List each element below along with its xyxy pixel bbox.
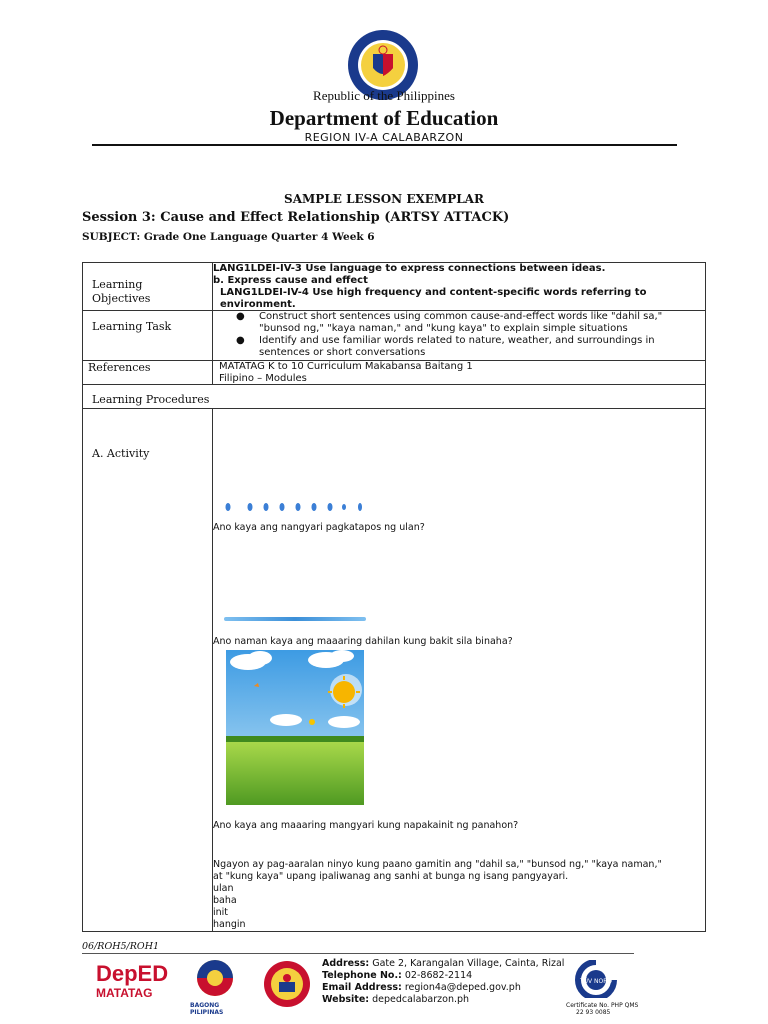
phone-line: Telephone No.: 02-8682-2114	[322, 970, 473, 981]
bullet-icon: ●	[236, 311, 245, 322]
question-1: Ano kaya ang nangyari pagkatapos ng ulan?	[213, 522, 425, 533]
website-line: Website: depedcalabarzon.ph	[322, 994, 470, 1005]
word-item: ulan	[213, 883, 234, 894]
task-line: "bunsod ng," "kaya naman," and "kung kaya" to explain simple situations	[259, 323, 628, 334]
table-column-divider	[212, 408, 213, 932]
instruction-line: Ngayon ay pag-aaralan ninyo kung paano gamitin ang "dahil sa," "bunsod ng," "kaya naman,"	[213, 859, 662, 870]
objective-line: b. Express cause and effect	[213, 275, 368, 286]
footer-divider	[82, 953, 634, 954]
word-item: init	[213, 907, 229, 918]
objective-line: environment.	[220, 299, 296, 310]
document-title: SAMPLE LESSON EXEMPLAR	[284, 192, 484, 206]
deped-logo-text: DepED	[96, 961, 169, 986]
document-code: 06/ROH5/ROH1	[82, 941, 160, 952]
reference-line: MATATAG K to 10 Curriculum Makabansa Baitang 1	[219, 361, 473, 372]
bagong-pilipinas-icon	[190, 958, 240, 998]
tuv-iso-icon	[566, 960, 626, 998]
objectives-label: Learning Objectives	[92, 278, 151, 305]
certificate-text: Certificate No. PHP QMS	[566, 1002, 639, 1009]
certificate-number: 22 93 0085	[576, 1009, 611, 1016]
objective-line: LANG1LDEI-IV-3 Use language to express connections between ideas.	[213, 263, 606, 274]
word-item: baha	[213, 895, 237, 906]
bagong-pilipinas-text: BAGONG PILIPINAS	[190, 1002, 224, 1016]
references-label: References	[88, 361, 151, 374]
email-line: Email Address: region4a@deped.gov.ph	[322, 982, 521, 993]
deped-matatag-logo	[96, 962, 176, 1000]
bagong-pilipinas-logo	[190, 958, 252, 1016]
rain-drops-image	[220, 500, 370, 514]
table-row-divider	[82, 384, 706, 385]
bullet-icon: ●	[236, 335, 245, 346]
iso-certification-badge	[566, 960, 656, 1016]
sunny-landscape-image	[226, 650, 364, 805]
flood-image	[224, 617, 366, 621]
task-line: Construct short sentences using common cause-and-effect words like "dahil sa,"	[259, 311, 663, 322]
procedures-label: Learning Procedures	[92, 393, 210, 406]
department-name: Department of Education	[269, 106, 499, 130]
activity-label: A. Activity	[92, 447, 150, 460]
instruction-line: at "kung kaya" upang ipaliwanag ang sanhi at bunga ng isang pangyayari.	[213, 871, 569, 882]
word-item: hangin	[213, 919, 246, 930]
question-3: Ano kaya ang maaaring mangyari kung napakainit ng panahon?	[213, 820, 519, 831]
region-name: REGION IV-A CALABARZON	[304, 131, 464, 144]
objective-line: LANG1LDEI-IV-4 Use high frequency and content-specific words referring to	[220, 287, 647, 298]
regional-seal-logo	[262, 960, 312, 1008]
reference-line: Filipino – Modules	[219, 373, 307, 384]
table-row-divider	[82, 408, 706, 409]
address-line: Address: Gate 2, Karangalan Village, Cainta, Rizal	[322, 958, 565, 969]
subject-line: SUBJECT: Grade One Language Quarter 4 Week 6	[82, 231, 375, 243]
matatag-text: MATATAG	[96, 986, 153, 1000]
country-name: Republic of the Philippines	[313, 88, 455, 103]
header-divider	[92, 144, 677, 146]
svg-text:TÜV NORD: TÜV NORD	[579, 978, 613, 985]
task-line: sentences or short conversations	[259, 347, 426, 358]
session-title: Session 3: Cause and Effect Relationship (ARTSY ATTACK)	[82, 210, 510, 225]
task-label: Learning Task	[92, 320, 172, 333]
question-2: Ano naman kaya ang maaaring dahilan kung bakit sila binaha?	[213, 636, 513, 647]
task-line: Identify and use familiar words related to nature, weather, and surroundings in	[259, 335, 655, 346]
